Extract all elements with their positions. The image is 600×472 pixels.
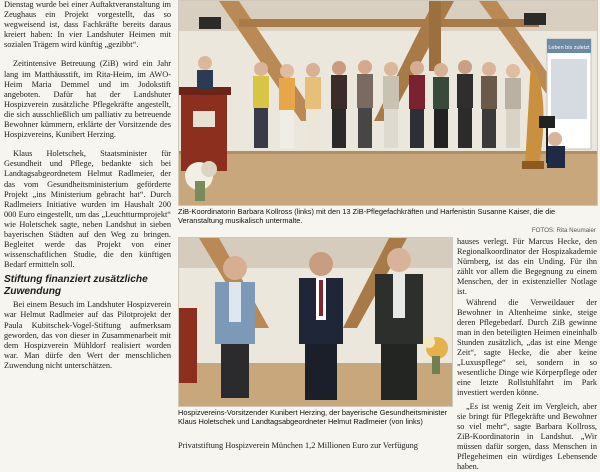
article-paragraph: „Es ist wenig Zeit im Vergleich, aber sie bringt für Pflegekräfte und Bewohner so viel mehr“, sagte Barbara Kollross, ZiB-Koordinatorin in Landshut. „Wir müssen dafür sorgen, dass Menschen in Pflegeheimen ein würdiges Lebensende haben. [457, 402, 597, 472]
banner-text: Leben bis zuletzt [548, 45, 590, 51]
article-paragraph: Bei einem Besuch im Landshuter Hospizverein war Helmut Radlmeier auf das Pilotprojekt der Paula Kubitschek-Vogel-Stiftung aufmerksam geworden, das von dieser in Zusammenarbeit mit dem Hospizverein Mühldorf realisiert worden war. Man dürfe den Wert der menschlichen Zuwendung nicht unterschätzen. [4, 300, 171, 371]
article-text-cutoff: Privatstiftung Hospizverein München 1,2 Millionen Euro zur Verfügung [178, 441, 451, 451]
photo-caption-top [178, 207, 596, 235]
article-paragraph: hauses verlegt. Für Marcus Hecke, den Regionalkoordinator der Hospizakademie Nürnberg, ist das ein Unding. Für ihn zählt vor allem die Begegnung zu einem Menschen, der in existenzieller Notlage ist. [457, 237, 597, 298]
photo-credit: FOTOS: Rita Neumaier [178, 226, 596, 235]
photo-caption-bottom: Hospizvereins-Vorsitzender Kunibert Herzing, der bayerische Gesundheitsminister Klaus Holetschek und Landtagsabgeordneter Helmut Radlmeier (von links) [178, 408, 451, 426]
politicians-photo-illustration [179, 238, 452, 406]
article-subheading: Stiftung finanziert zusätzliche Zuwendung [4, 274, 171, 297]
article-paragraph: Dienstag wurde bei einer Auftaktveranstaltung im Zeughaus ein Projekt vorgestellt, das so wegweisend ist, dass Fachkräfte bereits daraus kreiert haben: In vier Landshuter Heimen mit sozialen Trägern wird künftig „gezibbt“. [4, 0, 171, 50]
article-left-column [4, 0, 171, 371]
article-paragraph: Während die Verweildauer der Bewohner in Altenheime sinke, steige deren Pflegebedarf. Durch ZiB gewinne man in den beteiligten Heimen eineinhalb Stunden zusätzlich, „das ist eine Menge Zeit“, sagte Hecke, die aber keine „Luxuspflege“ sei, sondern in so wesentliche Dinge wie Körperpflege oder eine letzte Rollstuhlfahrt im Park investiert werden könne. [457, 298, 597, 399]
group-photo [178, 0, 598, 206]
article-paragraph: Zeitintensive Betreuung (ZiB) wird ein Jahr lang im Matthäusstift, im Rita-Heim, im AWO-Heim Maria Demmel und im Jodokstift angeboten. Dafür hat der Landshuter Hospizverein zusätzliche Pflegekräfte angestellt, die sich ausschließlich um palliativ zu betreuende Bewohner kümmern, erklärte der Vorsitzende des Hospizvereins, Kunibert Herzing. [4, 59, 171, 140]
politicians-photo [178, 237, 453, 407]
article-right-column [457, 237, 597, 472]
group-photo-illustration [179, 1, 597, 205]
caption-text: ZiB-Koordinatorin Barbara Kollross (links) mit den 13 ZiB-Pflegefachkräften und Harfenistin Susanne Kaiser, die die Veranstaltung musikalisch untermalte. [178, 207, 555, 225]
article-paragraph: Klaus Holetschek, Staatsminister für Gesundheit und Pflege, bedankte sich bei Landtagsabgeordnetem Helmut Radlmeier, der das vom Gesundheitsministerium geförderte Projekt „ins Ministerium gebracht hat“. Durch Radlmeiers Initiative wurden im Haushalt 200 000 Euro eingestellt, um das „Leuchtturmprojekt“ wie Holetschek sagte, neben Landshut in sieben bayerischen Städten auf den Weg zu bringen. Begleitet werde das Projekt von einer wissenschaftlichen Studie, die den künftigen Bedarf ermitteln soll. [4, 149, 171, 270]
